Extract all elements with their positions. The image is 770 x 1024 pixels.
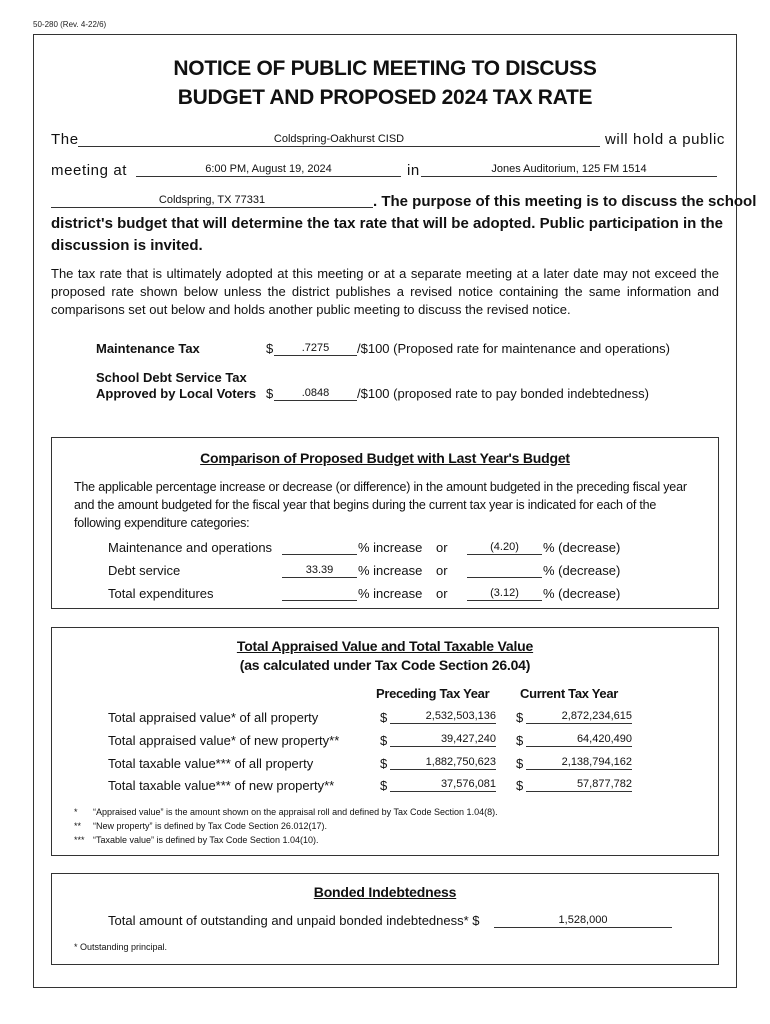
debt-tax-label-2: Approved by Local Voters: [96, 386, 257, 401]
current-value-field[interactable]: 57,877,782: [526, 778, 632, 792]
maintenance-tax-dollar: $: [266, 341, 274, 356]
meeting-time-field[interactable]: 6:00 PM, August 19, 2024: [136, 163, 401, 177]
preceding-value-field[interactable]: 1,882,750,623: [390, 756, 496, 770]
appraised-heading-2: (as calculated under Tax Code Section 26.04): [239, 657, 531, 673]
or-label: or: [436, 586, 448, 601]
meeting-city-field[interactable]: Coldspring, TX 77331: [51, 194, 373, 208]
current-value-field[interactable]: 2,872,234,615: [526, 710, 632, 724]
intro-meeting-at: meeting at: [51, 162, 128, 179]
decrease-suffix: % (decrease): [543, 540, 621, 555]
increase-field[interactable]: 33.39: [282, 564, 357, 578]
decrease-field[interactable]: (4.20): [467, 541, 542, 555]
purpose-text-1: . The purpose of this meeting is to discuss the school: [373, 193, 757, 210]
rate-limit-paragraph: The tax rate that is ultimately adopted at this meeting or at a separate meeting at a later date may not exceed the proposed rate shown below unless the district publishes a revised notice containing the same information and comparisons set out below and holds another public meeting to discuss the revised notice.: [51, 266, 719, 317]
intro-will-hold: will hold a public: [605, 131, 726, 148]
page-title-line2: BUDGET AND PROPOSED 2024 TAX RATE: [177, 86, 593, 109]
or-label: or: [436, 540, 448, 555]
row-label: Maintenance and operations: [108, 540, 273, 555]
appraised-value-box: [51, 627, 719, 856]
decrease-suffix: % (decrease): [543, 563, 621, 578]
decrease-field[interactable]: [467, 564, 542, 578]
preceding-value-field[interactable]: 39,427,240: [390, 733, 496, 747]
dollar-sign: $: [380, 756, 388, 771]
footnote-text: “Appraised value” is the amount shown on the appraisal roll and defined by Tax Code Section 1.04(8).: [93, 807, 498, 817]
intro-in: in: [407, 162, 420, 179]
increase-field[interactable]: [282, 541, 357, 555]
intro-the: The: [51, 131, 79, 148]
bonded-footnote: * Outstanding principal.: [74, 942, 168, 952]
dollar-sign: $: [380, 778, 388, 793]
footnote-mark: ***: [74, 835, 85, 845]
bonded-indebtedness-box: [51, 873, 719, 965]
footnote-text: “New property” is defined by Tax Code Section 26.012(17).: [93, 821, 327, 831]
increase-field[interactable]: [282, 587, 357, 601]
dollar-sign: $: [380, 710, 388, 725]
col-header-current: Current Tax Year: [520, 686, 619, 701]
maintenance-tax-desc: /$100 (Proposed rate for maintenance and operations): [357, 341, 670, 356]
debt-tax-rate-field[interactable]: .0848: [274, 387, 357, 401]
footnote-mark: *: [74, 807, 78, 817]
dollar-sign: $: [516, 733, 524, 748]
dollar-sign: $: [380, 733, 388, 748]
debt-tax-desc: /$100 (proposed rate to pay bonded indebtedness): [357, 386, 649, 401]
debt-tax-dollar: $: [266, 386, 274, 401]
meeting-location-field[interactable]: Jones Auditorium, 125 FM 1514: [421, 163, 717, 177]
dollar-sign: $: [516, 756, 524, 771]
bonded-label: Total amount of outstanding and unpaid bonded indebtedness* $: [108, 913, 480, 928]
increase-suffix: % increase: [358, 586, 423, 601]
or-label: or: [436, 563, 448, 578]
appraised-heading-1: Total Appraised Value and Total Taxable Value: [236, 638, 534, 654]
footnote-text: “Taxable value” is defined by Tax Code Section 1.04(10).: [93, 835, 319, 845]
col-header-preceding: Preceding Tax Year: [376, 686, 490, 701]
debt-tax-label-1: School Debt Service Tax: [96, 370, 247, 385]
row-label: Total taxable value*** of new property**: [108, 778, 335, 793]
maintenance-tax-rate-field[interactable]: .7275: [274, 342, 357, 356]
comparison-heading: Comparison of Proposed Budget with Last Year's Budget: [200, 450, 570, 466]
maintenance-tax-label: Maintenance Tax: [96, 341, 200, 356]
row-label: Debt service: [108, 563, 181, 578]
footnote-mark: **: [74, 821, 82, 831]
current-value-field[interactable]: 2,138,794,162: [526, 756, 632, 770]
row-label: Total appraised value* of new property**: [108, 733, 340, 748]
row-label: Total expenditures: [108, 586, 214, 601]
preceding-value-field[interactable]: 37,576,081: [390, 778, 496, 792]
preceding-value-field[interactable]: 2,532,503,136: [390, 710, 496, 724]
decrease-suffix: % (decrease): [543, 586, 621, 601]
comparison-box: [51, 437, 719, 609]
current-value-field[interactable]: 64,420,490: [526, 733, 632, 747]
decrease-field[interactable]: (3.12): [467, 587, 542, 601]
comparison-text: The applicable percentage increase or decrease (or difference) in the amount budgeted in the preceding fiscal year and the amount budgeted for the fiscal year that begins during the current tax year is indicated for each of the following expenditure categories:: [74, 480, 687, 530]
purpose-text-3: discussion is invited.: [51, 237, 203, 254]
increase-suffix: % increase: [358, 540, 423, 555]
district-name-field[interactable]: Coldspring-Oakhurst CISD: [78, 133, 600, 147]
dollar-sign: $: [516, 778, 524, 793]
bonded-amount-field[interactable]: 1,528,000: [494, 914, 672, 928]
bonded-heading: Bonded Indebtedness: [313, 884, 457, 900]
page-title-line1: NOTICE OF PUBLIC MEETING TO DISCUSS: [173, 57, 597, 80]
dollar-sign: $: [516, 710, 524, 725]
increase-suffix: % increase: [358, 563, 423, 578]
purpose-text-2: district's budget that will determine the tax rate that will be adopted. Public participation in the: [51, 215, 723, 232]
row-label: Total taxable value*** of all property: [108, 756, 314, 771]
form-number: 50-280 (Rev. 4-22/6): [33, 20, 107, 29]
row-label: Total appraised value* of all property: [108, 710, 319, 725]
